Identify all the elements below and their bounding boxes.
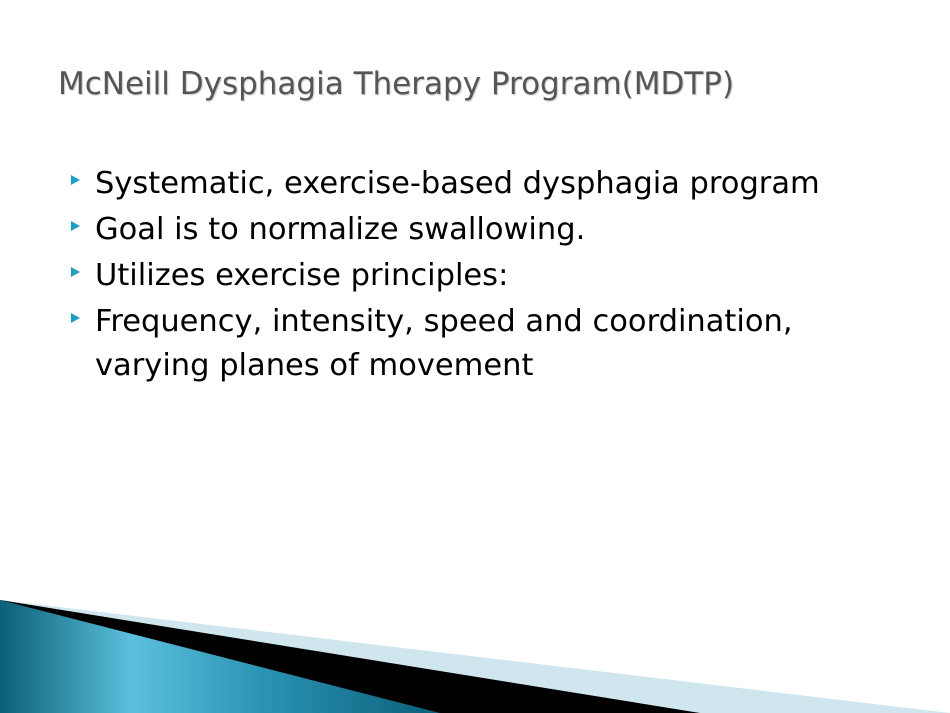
triangle-bullet-icon xyxy=(71,175,80,185)
slide-title: McNeill Dysphagia Therapy Program(MDTP) xyxy=(58,66,735,102)
blue-gradient-band xyxy=(0,600,440,713)
bullet-item xyxy=(70,208,890,252)
bullet-item xyxy=(70,162,890,206)
bullet-text: Frequency, intensity, speed and coordination, varying planes of movement xyxy=(95,304,793,383)
triangle-bullet-icon xyxy=(71,313,80,323)
bullet-text: Goal is to normalize swallowing. xyxy=(95,212,586,247)
bullet-item xyxy=(70,300,890,388)
bullet-text: Utilizes exercise principles: xyxy=(95,258,509,293)
pale-stripe xyxy=(0,600,950,713)
bullet-item xyxy=(70,254,890,298)
triangle-bullet-icon xyxy=(71,267,80,277)
black-stripe xyxy=(0,600,700,713)
bullet-list xyxy=(70,162,890,390)
triangle-bullet-icon xyxy=(71,221,80,231)
bullet-text: Systematic, exercise-based dysphagia program xyxy=(95,166,820,201)
